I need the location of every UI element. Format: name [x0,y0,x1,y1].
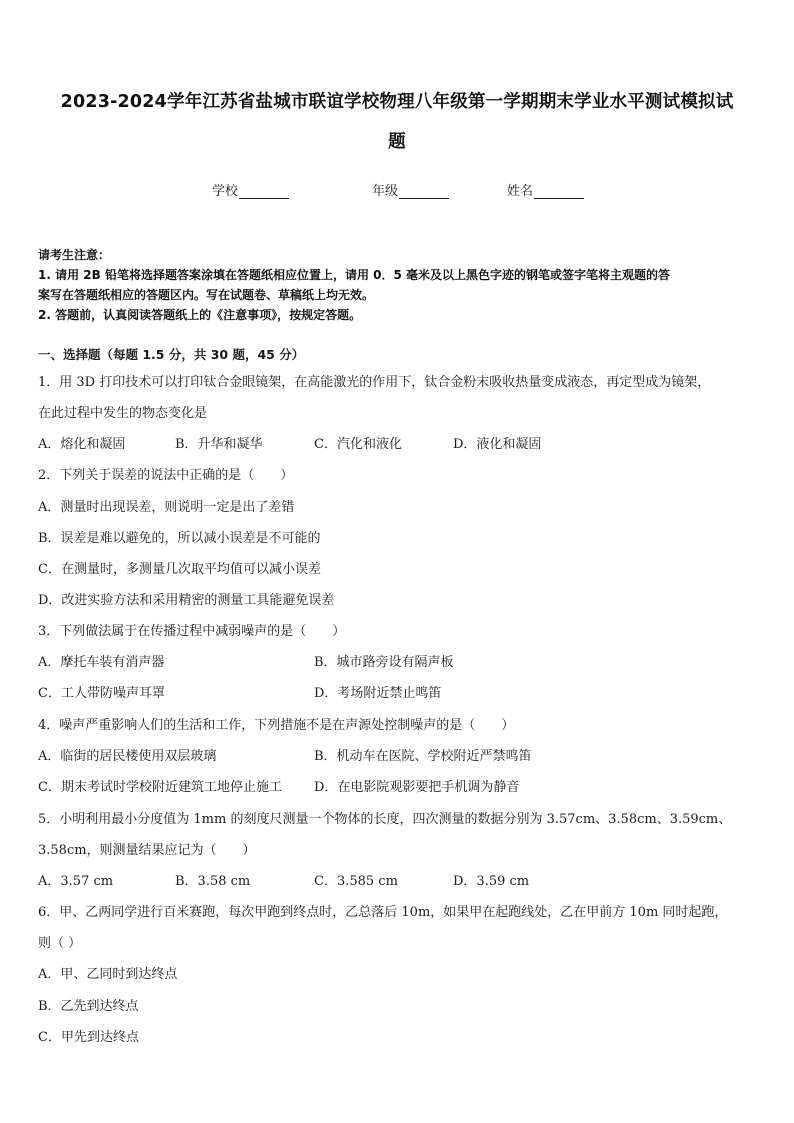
question-4-option-b[interactable]: B．机动车在医院、学校附近严禁鸣笛 [314,749,532,764]
question-6-stem-line-2: 则（ ） [38,936,82,951]
question-6-option-c[interactable]: C．甲先到达终点 [38,1030,139,1045]
question-5-option-b[interactable]: B．3.58 cm [175,874,251,889]
notice-item-1-line-2: 案写在答题纸相应的答题区内。写在试题卷、草稿纸上均无效。 [38,288,375,302]
question-5-stem-line-2: 3.58cm，则测量结果应记为（ ） [38,843,256,858]
question-5-option-c[interactable]: C．3.585 cm [314,874,398,889]
question-1-stem-line-2: 在此过程中发生的物态变化是 [38,406,208,421]
question-3-option-d[interactable]: D．考场附近禁止鸣笛 [314,686,442,701]
question-2-option-c[interactable]: C．在测量时，多测量几次取平均值可以减小误差 [38,562,321,577]
grade-blank [399,186,449,199]
notice-heading: 请考生注意： [38,248,111,262]
question-6-option-a[interactable]: A．甲、乙同时到达终点 [38,967,178,982]
question-4-option-a[interactable]: A．临街的居民楼使用双层玻璃 [38,749,217,764]
question-2-option-d[interactable]: D．改进实验方法和采用精密的测量工具能避免误差 [38,593,335,608]
question-5-option-a[interactable]: A．3.57 cm [38,874,114,889]
section-heading: 一、选择题（每题 1.5 分，共 30 题，45 分） [38,347,305,362]
name-label: 姓名 [507,184,534,199]
question-1-stem-line-1: 1．用 3D 打印技术可以打印钛合金眼镜架，在高能激光的作用下，钛合金粉末吸收热量变成液态，再定型成为镜架， [38,375,711,390]
school-field [212,180,289,199]
question-2-option-a[interactable]: A．测量时出现误差，则说明一定是出了差错 [38,500,295,515]
question-3-option-a[interactable]: A．摩托车装有消声器 [38,655,165,670]
grade-field [372,180,449,199]
exam-title-line1: 2023-2024学年江苏省盐城市联谊学校物理八年级第一学期期末学业水平测试模拟试 [60,92,734,112]
question-3-option-b[interactable]: B．城市路旁设有隔声板 [314,655,454,670]
question-3-option-c[interactable]: C．工人带防噪声耳罩 [38,686,165,701]
question-1-option-b[interactable]: B．升华和凝华 [175,437,263,452]
notice-item-2: 2. 答题前，认真阅读答题纸上的《注意事项》，按规定答题。 [38,308,362,322]
question-4-option-c[interactable]: C．期末考试时学校附近建筑工地停止施工 [38,780,282,795]
question-6-stem-line-1: 6．甲、乙两同学进行百米赛跑，每次甲跑到终点时，乙总落后 10m，如果甲在起跑线处，乙在甲前方 10m 同时起跑， [38,905,728,920]
notice-item-1-line-1: 1. 请用 2B 铅笔将选择题答案涂填在答题纸相应位置上，请用 0．5 毫米及以上黑色字迹的钢笔或签字笔将主观题的答 [38,268,670,282]
name-field [507,180,584,199]
question-2-stem: 2．下列关于误差的说法中正确的是（ ） [38,468,294,483]
question-6-option-b[interactable]: B．乙先到达终点 [38,999,139,1014]
question-4-option-d[interactable]: D．在电影院观影要把手机调为静音 [314,780,520,795]
exam-title-line2: 题 [388,132,406,152]
question-1-option-c[interactable]: C．汽化和液化 [314,437,402,452]
exam-notice [38,245,758,325]
grade-label: 年级 [372,184,399,199]
school-blank [239,186,289,199]
question-5-option-d[interactable]: D．3.59 cm [453,874,530,889]
name-blank [534,186,584,199]
question-4-stem: 4．噪声严重影响人们的生活和工作，下列措施不是在声源处控制噪声的是（ ） [38,718,515,733]
question-2-option-b[interactable]: B．误差是难以避免的，所以减小误差是不可能的 [38,531,321,546]
question-1-option-d[interactable]: D．液化和凝固 [453,437,542,452]
school-label: 学校 [212,184,239,199]
question-5-stem-line-1: 5．小明利用最小分度值为 1mm 的刻度尺测量一个物体的长度，四次测量的数据分别为 3.57cm、3.58cm、3.59cm、 [38,812,732,827]
question-1-option-a[interactable]: A．熔化和凝固 [38,437,126,452]
question-3-stem: 3．下列做法属于在传播过程中减弱噪声的是（ ） [38,624,346,639]
